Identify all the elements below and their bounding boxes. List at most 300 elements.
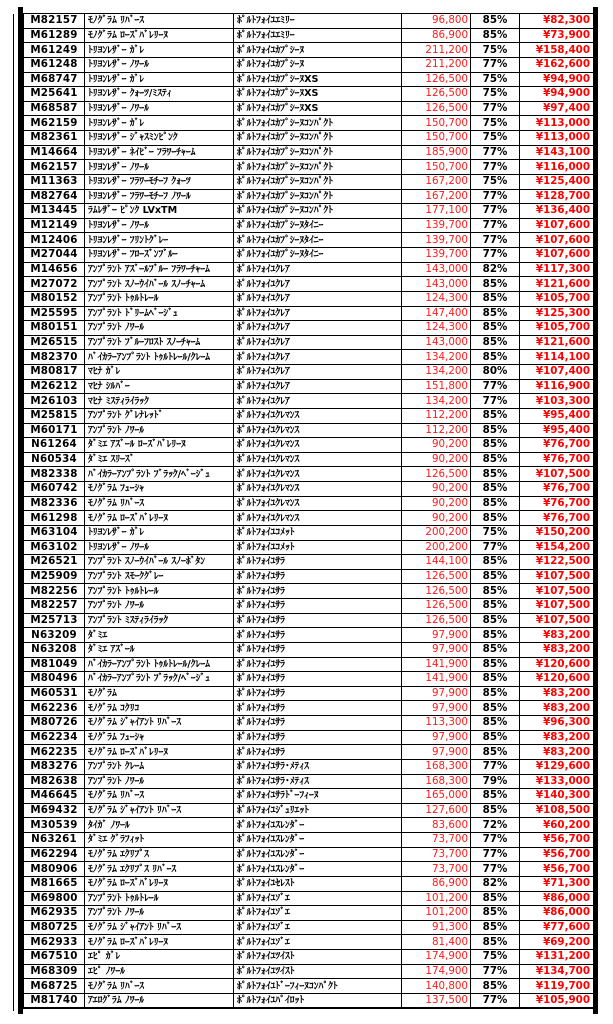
discounted-price-cell[interactable]: ¥116,900 xyxy=(520,379,594,394)
material-color-cell[interactable]: ﾄﾘﾖﾝﾚｻﾞｰ ｶﾞﾚ xyxy=(85,72,234,87)
product-line-cell[interactable]: ﾎﾟﾙﾄﾌｫｲﾕｸﾚｱ xyxy=(234,335,402,350)
product-code-cell[interactable]: N63261 xyxy=(24,833,85,848)
material-color-cell[interactable]: ﾓﾉｸﾞﾗﾑ ﾛｰｽﾞﾊﾞﾚﾘｰﾇ xyxy=(85,28,234,43)
material-color-cell[interactable]: ﾓﾉｸﾞﾗﾑ ｼﾞｬｲｱﾝﾄ ﾘﾊﾞｰｽ xyxy=(85,920,234,935)
discount-rate-cell[interactable]: 85% xyxy=(471,701,520,716)
list-price-cell[interactable]: 97,900 xyxy=(402,701,471,716)
discounted-price-cell[interactable]: ¥125,300 xyxy=(520,306,594,321)
material-color-cell[interactable]: ﾄﾘﾖﾝﾚｻﾞｰ ﾉﾜｰﾙ xyxy=(85,218,234,233)
product-line-cell[interactable]: ﾎﾟﾙﾄﾌｫｲﾕｻﾗ xyxy=(234,745,402,760)
product-line-cell[interactable]: ﾎﾟﾙﾄﾌｫｲﾕｸﾚｱ xyxy=(234,277,402,292)
material-color-cell[interactable]: ｱﾝﾌﾟﾗﾝﾄ ﾉﾜｰﾙ xyxy=(85,423,234,438)
product-line-cell[interactable]: ﾎﾟﾙﾄﾌｫｲﾕｶﾌﾟｼｰﾇｺﾝﾊﾟｸﾄ xyxy=(234,160,402,175)
product-code-cell[interactable]: M26521 xyxy=(24,555,85,570)
product-code-cell[interactable]: M80725 xyxy=(24,920,85,935)
discount-rate-cell[interactable]: 82% xyxy=(471,262,520,277)
product-code-cell[interactable]: M25641 xyxy=(24,87,85,102)
product-code-cell[interactable]: M46645 xyxy=(24,789,85,804)
discount-rate-cell[interactable]: 85% xyxy=(471,277,520,292)
product-line-cell[interactable]: ﾎﾟﾙﾄﾌｫｲﾕｴﾐﾘｰ xyxy=(234,14,402,29)
discounted-price-cell[interactable]: ¥60,200 xyxy=(520,818,594,833)
product-code-cell[interactable]: M62157 xyxy=(24,160,85,175)
list-price-cell[interactable]: 124,300 xyxy=(402,291,471,306)
product-code-cell[interactable]: M60742 xyxy=(24,482,85,497)
discount-rate-cell[interactable]: 85% xyxy=(471,438,520,453)
product-line-cell[interactable]: ﾎﾟﾙﾄﾌｫｲﾕｶﾌﾟｼｰﾇｺﾝﾊﾟｸﾄ xyxy=(234,131,402,146)
discounted-price-cell[interactable]: ¥103,300 xyxy=(520,394,594,409)
discounted-price-cell[interactable]: ¥107,500 xyxy=(520,569,594,584)
product-code-cell[interactable]: M63102 xyxy=(24,540,85,555)
product-line-cell[interactable]: ﾎﾟﾙﾄﾌｫｲﾕｼﾞｭﾘｴｯﾄ xyxy=(234,803,402,818)
discount-rate-cell[interactable]: 85% xyxy=(471,335,520,350)
material-color-cell[interactable]: ﾄﾘﾖﾝﾚｻﾞｰ ﾉﾜｰﾙ xyxy=(85,160,234,175)
list-price-cell[interactable]: 86,900 xyxy=(402,28,471,43)
list-price-cell[interactable]: 211,200 xyxy=(402,57,471,72)
list-price-cell[interactable]: 211,200 xyxy=(402,43,471,58)
product-code-cell[interactable]: M60531 xyxy=(24,686,85,701)
discount-rate-cell[interactable]: 77% xyxy=(471,189,520,204)
product-line-cell[interactable]: ﾎﾟﾙﾄﾌｫｲﾕｶﾌﾟｼｰﾇﾀｲﾆｰ xyxy=(234,248,402,263)
product-line-cell[interactable]: ﾎﾟﾙﾄﾌｫｲﾕｺﾒｯﾄ xyxy=(234,540,402,555)
product-code-cell[interactable]: M82638 xyxy=(24,774,85,789)
product-line-cell[interactable]: ﾎﾟﾙﾄﾌｫｲﾕｶﾌﾟｼｰﾇｺﾝﾊﾟｸﾄ xyxy=(234,204,402,219)
material-color-cell[interactable]: ｱﾝﾌﾟﾗﾝﾄ ﾉﾜｰﾙ xyxy=(85,906,234,921)
product-line-cell[interactable]: ﾎﾟﾙﾄﾌｫｲﾕﾊﾟｲﾛｯﾄ xyxy=(234,993,402,1008)
discount-rate-cell[interactable]: 85% xyxy=(471,408,520,423)
discounted-price-cell[interactable]: ¥131,200 xyxy=(520,950,594,965)
material-color-cell[interactable]: ﾓﾉｸﾞﾗﾑ ﾘﾊﾞｰｽ xyxy=(85,789,234,804)
discount-rate-cell[interactable]: 85% xyxy=(471,555,520,570)
material-color-cell[interactable]: ﾓﾉｸﾞﾗﾑ ﾘﾊﾞｰｽ xyxy=(85,14,234,29)
list-price-cell[interactable]: 150,700 xyxy=(402,116,471,131)
product-code-cell[interactable]: M62933 xyxy=(24,935,85,950)
list-price-cell[interactable]: 139,700 xyxy=(402,218,471,233)
discounted-price-cell[interactable]: ¥83,200 xyxy=(520,628,594,643)
discounted-price-cell[interactable]: ¥76,700 xyxy=(520,452,594,467)
discount-rate-cell[interactable]: 85% xyxy=(471,306,520,321)
material-color-cell[interactable]: ﾊﾞｲｶﾗｰｱﾝﾌﾟﾗﾝﾄ ﾌﾞﾗｯｸ/ﾍﾞｰｼﾞｭ xyxy=(85,467,234,482)
discounted-price-cell[interactable]: ¥95,400 xyxy=(520,423,594,438)
product-code-cell[interactable]: M81665 xyxy=(24,876,85,891)
discount-rate-cell[interactable]: 77% xyxy=(471,394,520,409)
discount-rate-cell[interactable]: 77% xyxy=(471,847,520,862)
material-color-cell[interactable]: ﾄﾘﾖﾝﾚｻﾞｰ ﾌﾗﾜｰﾓﾁｰﾌ ｸｫｰﾂ xyxy=(85,174,234,189)
discount-rate-cell[interactable]: 85% xyxy=(471,28,520,43)
material-color-cell[interactable]: ﾓﾉｸﾞﾗﾑ ﾛｰｽﾞﾊﾞﾚﾘｰﾇ xyxy=(85,511,234,526)
product-line-cell[interactable]: ﾎﾟﾙﾄﾌｫｲﾕｾﾚｽﾄ xyxy=(234,876,402,891)
discounted-price-cell[interactable]: ¥113,000 xyxy=(520,116,594,131)
list-price-cell[interactable]: 90,200 xyxy=(402,438,471,453)
product-line-cell[interactable]: ﾎﾟﾙﾄﾌｫｲﾕｸﾚｱ xyxy=(234,365,402,380)
product-code-cell[interactable]: M62234 xyxy=(24,730,85,745)
discounted-price-cell[interactable]: ¥121,600 xyxy=(520,277,594,292)
list-price-cell[interactable]: 139,700 xyxy=(402,233,471,248)
list-price-cell[interactable]: 126,500 xyxy=(402,569,471,584)
product-line-cell[interactable]: ﾎﾟﾙﾄﾌｫｲﾕﾂｲｽﾄ xyxy=(234,964,402,979)
discount-rate-cell[interactable]: 85% xyxy=(471,906,520,921)
list-price-cell[interactable]: 127,600 xyxy=(402,803,471,818)
product-line-cell[interactable]: ﾎﾟﾙﾄﾌｫｲﾕｻﾗﾄﾞｰﾌｨｰﾇ xyxy=(234,789,402,804)
discounted-price-cell[interactable]: ¥82,300 xyxy=(520,14,594,29)
discounted-price-cell[interactable]: ¥113,000 xyxy=(520,131,594,146)
list-price-cell[interactable]: 150,700 xyxy=(402,131,471,146)
product-line-cell[interactable]: ﾎﾟﾙﾄﾌｫｲﾕｻﾗ･ﾒﾃｨｽ xyxy=(234,774,402,789)
discounted-price-cell[interactable]: ¥73,900 xyxy=(520,28,594,43)
material-color-cell[interactable]: ｱﾝﾌﾟﾗﾝﾄ ｸﾞﾚﾅﾚｯﾄﾞ xyxy=(85,408,234,423)
list-price-cell[interactable]: 90,200 xyxy=(402,496,471,511)
product-code-cell[interactable]: M62935 xyxy=(24,906,85,921)
material-color-cell[interactable]: ﾄﾘﾖﾝﾚｻﾞｰ ｼﾞｬｽﾐﾝﾋﾟﾝｸ xyxy=(85,131,234,146)
product-code-cell[interactable]: M69432 xyxy=(24,803,85,818)
product-code-cell[interactable]: M82370 xyxy=(24,350,85,365)
product-line-cell[interactable]: ﾎﾟﾙﾄﾌｫｲﾕﾄﾞｰﾌｨｰﾇｺﾝﾊﾟｸﾄ xyxy=(234,979,402,994)
material-color-cell[interactable]: ﾏﾋﾅ ｶﾞﾚ xyxy=(85,365,234,380)
discounted-price-cell[interactable]: ¥56,700 xyxy=(520,833,594,848)
product-line-cell[interactable]: ﾎﾟﾙﾄﾌｫｲﾕｸﾚｱ xyxy=(234,306,402,321)
list-price-cell[interactable]: 124,300 xyxy=(402,321,471,336)
discounted-price-cell[interactable]: ¥107,500 xyxy=(520,599,594,614)
list-price-cell[interactable]: 150,700 xyxy=(402,160,471,175)
product-code-cell[interactable]: M62236 xyxy=(24,701,85,716)
material-color-cell[interactable]: ﾓﾉｸﾞﾗﾑ ｴｸﾘﾌﾟｽ xyxy=(85,847,234,862)
product-code-cell[interactable]: N63209 xyxy=(24,628,85,643)
discounted-price-cell[interactable]: ¥119,700 xyxy=(520,979,594,994)
list-price-cell[interactable]: 137,500 xyxy=(402,993,471,1008)
product-code-cell[interactable]: N60534 xyxy=(24,452,85,467)
product-line-cell[interactable]: ﾎﾟﾙﾄﾌｫｲﾕｿﾞｴ xyxy=(234,920,402,935)
product-code-cell[interactable]: M68309 xyxy=(24,964,85,979)
product-line-cell[interactable]: ﾎﾟﾙﾄﾌｫｲﾕｻﾗ xyxy=(234,642,402,657)
product-code-cell[interactable]: M27044 xyxy=(24,248,85,263)
discounted-price-cell[interactable]: ¥76,700 xyxy=(520,482,594,497)
discounted-price-cell[interactable]: ¥120,600 xyxy=(520,672,594,687)
discounted-price-cell[interactable]: ¥125,400 xyxy=(520,174,594,189)
product-code-cell[interactable]: M80906 xyxy=(24,862,85,877)
list-price-cell[interactable]: 185,900 xyxy=(402,145,471,160)
discounted-price-cell[interactable]: ¥129,600 xyxy=(520,759,594,774)
list-price-cell[interactable]: 97,900 xyxy=(402,745,471,760)
material-color-cell[interactable]: ｱﾝﾌﾟﾗﾝﾄ ｽﾉｰｳｲﾊﾞｰﾙ ｽﾉｰﾁｬｰﾑ xyxy=(85,277,234,292)
material-color-cell[interactable]: ﾓﾉｸﾞﾗﾑ ﾛｰｽﾞﾊﾞﾚﾘｰﾇ xyxy=(85,745,234,760)
discount-rate-cell[interactable]: 85% xyxy=(471,716,520,731)
discount-rate-cell[interactable]: 85% xyxy=(471,745,520,760)
list-price-cell[interactable]: 91,300 xyxy=(402,920,471,935)
discount-rate-cell[interactable]: 82% xyxy=(471,876,520,891)
material-color-cell[interactable]: ﾀﾞﾐｴ xyxy=(85,628,234,643)
material-color-cell[interactable]: ｱﾝﾌﾟﾗﾝﾄ ﾄﾞﾘｰﾑﾍﾞｰｼﾞｭ xyxy=(85,306,234,321)
list-price-cell[interactable]: 83,600 xyxy=(402,818,471,833)
product-code-cell[interactable]: N63208 xyxy=(24,642,85,657)
product-code-cell[interactable]: M26103 xyxy=(24,394,85,409)
material-color-cell[interactable]: ﾓﾉｸﾞﾗﾑ ﾘﾊﾞｰｽ xyxy=(85,496,234,511)
product-code-cell[interactable]: M30539 xyxy=(24,818,85,833)
discounted-price-cell[interactable]: ¥162,600 xyxy=(520,57,594,72)
product-code-cell[interactable]: M25815 xyxy=(24,408,85,423)
list-price-cell[interactable]: 200,200 xyxy=(402,525,471,540)
product-line-cell[interactable]: ﾎﾟﾙﾄﾌｫｲﾕｻﾗ xyxy=(234,672,402,687)
material-color-cell[interactable]: ﾓﾉｸﾞﾗﾑ ﾌｭｰｼｬ xyxy=(85,730,234,745)
material-color-cell[interactable]: ｱﾝﾌﾟﾗﾝﾄ ﾉﾜｰﾙ xyxy=(85,599,234,614)
product-line-cell[interactable]: ﾎﾟﾙﾄﾌｫｲﾕｻﾗ xyxy=(234,599,402,614)
product-code-cell[interactable]: M61289 xyxy=(24,28,85,43)
discount-rate-cell[interactable]: 85% xyxy=(471,891,520,906)
product-line-cell[interactable]: ﾎﾟﾙﾄﾌｫｲﾕｶﾌﾟｼｰﾇXS xyxy=(234,101,402,116)
discounted-price-cell[interactable]: ¥117,300 xyxy=(520,262,594,277)
material-color-cell[interactable]: ﾓﾉｸﾞﾗﾑ ｼﾞｬｲｱﾝﾄ ﾘﾊﾞｰｽ xyxy=(85,803,234,818)
discounted-price-cell[interactable]: ¥143,100 xyxy=(520,145,594,160)
discount-rate-cell[interactable]: 85% xyxy=(471,482,520,497)
product-code-cell[interactable]: M61248 xyxy=(24,57,85,72)
product-code-cell[interactable]: M68725 xyxy=(24,979,85,994)
discounted-price-cell[interactable]: ¥105,900 xyxy=(520,993,594,1008)
discounted-price-cell[interactable]: ¥150,200 xyxy=(520,525,594,540)
discount-rate-cell[interactable]: 85% xyxy=(471,584,520,599)
product-code-cell[interactable]: M62235 xyxy=(24,745,85,760)
list-price-cell[interactable]: 96,800 xyxy=(402,14,471,29)
list-price-cell[interactable]: 90,200 xyxy=(402,511,471,526)
list-price-cell[interactable]: 73,700 xyxy=(402,833,471,848)
product-code-cell[interactable]: M69800 xyxy=(24,891,85,906)
product-code-cell[interactable]: M81740 xyxy=(24,993,85,1008)
discounted-price-cell[interactable]: ¥86,000 xyxy=(520,906,594,921)
discounted-price-cell[interactable]: ¥107,600 xyxy=(520,218,594,233)
product-code-cell[interactable]: M80151 xyxy=(24,321,85,336)
discount-rate-cell[interactable]: 85% xyxy=(471,789,520,804)
product-line-cell[interactable]: ﾎﾟﾙﾄﾌｫｲﾕｶﾌﾟｼｰﾇｺﾝﾊﾟｸﾄ xyxy=(234,116,402,131)
discount-rate-cell[interactable]: 75% xyxy=(471,87,520,102)
discount-rate-cell[interactable]: 85% xyxy=(471,291,520,306)
product-code-cell[interactable]: M80817 xyxy=(24,365,85,380)
material-color-cell[interactable]: ｱﾝﾌﾟﾗﾝﾄ ﾄｩﾙﾄﾚｰﾙ xyxy=(85,291,234,306)
discounted-price-cell[interactable]: ¥83,200 xyxy=(520,730,594,745)
discounted-price-cell[interactable]: ¥133,000 xyxy=(520,774,594,789)
discounted-price-cell[interactable]: ¥83,200 xyxy=(520,701,594,716)
material-color-cell[interactable]: ｱﾝﾌﾟﾗﾝﾄ ﾉﾜｰﾙ xyxy=(85,321,234,336)
product-line-cell[interactable]: ﾎﾟﾙﾄﾌｫｲﾕｶﾌﾟｼｰﾇｺﾝﾊﾟｸﾄ xyxy=(234,189,402,204)
material-color-cell[interactable]: ﾄﾘﾖﾝﾚｻﾞｰ ﾌﾘﾝﾄｸﾞﾚｰ xyxy=(85,233,234,248)
list-price-cell[interactable]: 97,900 xyxy=(402,730,471,745)
material-color-cell[interactable]: ｱﾝﾌﾟﾗﾝﾄ ｸﾚｰﾑ xyxy=(85,759,234,774)
discounted-price-cell[interactable]: ¥140,300 xyxy=(520,789,594,804)
list-price-cell[interactable]: 81,400 xyxy=(402,935,471,950)
discount-rate-cell[interactable]: 75% xyxy=(471,131,520,146)
discount-rate-cell[interactable]: 85% xyxy=(471,628,520,643)
list-price-cell[interactable]: 143,000 xyxy=(402,262,471,277)
list-price-cell[interactable]: 168,300 xyxy=(402,759,471,774)
list-price-cell[interactable]: 126,500 xyxy=(402,467,471,482)
discount-rate-cell[interactable]: 85% xyxy=(471,452,520,467)
discounted-price-cell[interactable]: ¥128,700 xyxy=(520,189,594,204)
discount-rate-cell[interactable]: 77% xyxy=(471,101,520,116)
material-color-cell[interactable]: ﾓﾉｸﾞﾗﾑ xyxy=(85,686,234,701)
discounted-price-cell[interactable]: ¥107,600 xyxy=(520,248,594,263)
material-color-cell[interactable]: ﾄﾘﾖﾝﾚｻﾞｰ ｶﾞﾚ xyxy=(85,525,234,540)
discounted-price-cell[interactable]: ¥121,600 xyxy=(520,335,594,350)
list-price-cell[interactable]: 112,200 xyxy=(402,408,471,423)
material-color-cell[interactable]: ｱﾝﾌﾟﾗﾝﾄ ｽﾓｰｸｸﾞﾚｰ xyxy=(85,569,234,584)
discount-rate-cell[interactable]: 75% xyxy=(471,174,520,189)
discount-rate-cell[interactable]: 85% xyxy=(471,979,520,994)
discounted-price-cell[interactable]: ¥116,000 xyxy=(520,160,594,175)
discount-rate-cell[interactable]: 85% xyxy=(471,599,520,614)
list-price-cell[interactable]: 141,900 xyxy=(402,657,471,672)
discounted-price-cell[interactable]: ¥77,600 xyxy=(520,920,594,935)
discounted-price-cell[interactable]: ¥105,700 xyxy=(520,321,594,336)
list-price-cell[interactable]: 141,900 xyxy=(402,672,471,687)
material-color-cell[interactable]: ｱﾝﾌﾟﾗﾝﾄ ﾉﾜｰﾙ xyxy=(85,774,234,789)
product-line-cell[interactable]: ﾎﾟﾙﾄﾌｫｲﾕｴﾐﾘｰ xyxy=(234,28,402,43)
product-code-cell[interactable]: M25909 xyxy=(24,569,85,584)
discounted-price-cell[interactable]: ¥97,400 xyxy=(520,101,594,116)
product-code-cell[interactable]: M82338 xyxy=(24,467,85,482)
product-line-cell[interactable]: ﾎﾟﾙﾄﾌｫｲﾕｻﾗ xyxy=(234,657,402,672)
material-color-cell[interactable]: ﾓﾉｸﾞﾗﾑ ｴｸﾘﾌﾟｽ ﾘﾊﾞｰｽ xyxy=(85,862,234,877)
discounted-price-cell[interactable]: ¥107,600 xyxy=(520,233,594,248)
list-price-cell[interactable]: 174,900 xyxy=(402,950,471,965)
product-code-cell[interactable]: M13445 xyxy=(24,204,85,219)
material-color-cell[interactable]: ﾄﾘﾖﾝﾚｻﾞｰ ｶﾞﾚ xyxy=(85,116,234,131)
list-price-cell[interactable]: 101,200 xyxy=(402,891,471,906)
list-price-cell[interactable]: 73,700 xyxy=(402,847,471,862)
product-code-cell[interactable]: M61249 xyxy=(24,43,85,58)
discount-rate-cell[interactable]: 85% xyxy=(471,569,520,584)
discount-rate-cell[interactable]: 85% xyxy=(471,467,520,482)
product-code-cell[interactable]: M12149 xyxy=(24,218,85,233)
discount-rate-cell[interactable]: 75% xyxy=(471,43,520,58)
product-code-cell[interactable]: M82361 xyxy=(24,131,85,146)
discount-rate-cell[interactable]: 75% xyxy=(471,950,520,965)
material-color-cell[interactable]: ﾓﾉｸﾞﾗﾑ ﾛｰｽﾞﾊﾞﾚﾘｰﾇ xyxy=(85,935,234,950)
product-line-cell[interactable]: ﾎﾟﾙﾄﾌｫｲﾕｸﾚﾏﾝｽ xyxy=(234,482,402,497)
discount-rate-cell[interactable]: 75% xyxy=(471,72,520,87)
discounted-price-cell[interactable]: ¥71,300 xyxy=(520,876,594,891)
product-line-cell[interactable]: ﾎﾟﾙﾄﾌｫｲﾕｺﾒｯﾄ xyxy=(234,525,402,540)
material-color-cell[interactable]: ﾀﾞﾐｴ ｸﾞﾗﾌｨｯﾄ xyxy=(85,833,234,848)
product-code-cell[interactable]: M82764 xyxy=(24,189,85,204)
product-code-cell[interactable]: M81049 xyxy=(24,657,85,672)
product-line-cell[interactable]: ﾎﾟﾙﾄﾌｫｲﾕｻﾗ xyxy=(234,569,402,584)
list-price-cell[interactable]: 174,900 xyxy=(402,964,471,979)
product-code-cell[interactable]: M82336 xyxy=(24,496,85,511)
list-price-cell[interactable]: 168,300 xyxy=(402,774,471,789)
discounted-price-cell[interactable]: ¥86,000 xyxy=(520,891,594,906)
discount-rate-cell[interactable]: 77% xyxy=(471,145,520,160)
discounted-price-cell[interactable]: ¥76,700 xyxy=(520,496,594,511)
discount-rate-cell[interactable]: 85% xyxy=(471,730,520,745)
discount-rate-cell[interactable]: 85% xyxy=(471,686,520,701)
product-line-cell[interactable]: ﾎﾟﾙﾄﾌｫｲﾕｶﾌﾟｼｰﾇ xyxy=(234,43,402,58)
product-code-cell[interactable]: M83276 xyxy=(24,759,85,774)
discounted-price-cell[interactable]: ¥107,500 xyxy=(520,584,594,599)
discount-rate-cell[interactable]: 77% xyxy=(471,964,520,979)
material-color-cell[interactable]: ﾄﾘﾖﾝﾚｻﾞｰ ﾌﾛｰｽﾞﾝﾌﾞﾙｰ xyxy=(85,248,234,263)
product-line-cell[interactable]: ﾎﾟﾙﾄﾌｫｲﾕｻﾗ xyxy=(234,730,402,745)
discounted-price-cell[interactable]: ¥105,700 xyxy=(520,291,594,306)
product-line-cell[interactable]: ﾎﾟﾙﾄﾌｫｲﾕｸﾚｱ xyxy=(234,321,402,336)
material-color-cell[interactable]: ﾄﾘﾖﾝﾚｻﾞｰ ｸｫｰﾂ/ﾐｽﾃｨ xyxy=(85,87,234,102)
product-line-cell[interactable]: ﾎﾟﾙﾄﾌｫｲﾕｽﾚﾝﾀﾞｰ xyxy=(234,847,402,862)
discount-rate-cell[interactable]: 72% xyxy=(471,818,520,833)
product-line-cell[interactable]: ﾎﾟﾙﾄﾌｫｲﾕｶﾌﾟｼｰﾇ xyxy=(234,57,402,72)
discounted-price-cell[interactable]: ¥76,700 xyxy=(520,511,594,526)
material-color-cell[interactable]: ｱﾝﾌﾟﾗﾝﾄ ﾐｽﾃｨﾗｲﾗｯｸ xyxy=(85,613,234,628)
discounted-price-cell[interactable]: ¥83,200 xyxy=(520,642,594,657)
product-line-cell[interactable]: ﾎﾟﾙﾄﾌｫｲﾕｻﾗ xyxy=(234,584,402,599)
product-code-cell[interactable]: M82257 xyxy=(24,599,85,614)
product-code-cell[interactable]: M14656 xyxy=(24,262,85,277)
product-code-cell[interactable]: M68747 xyxy=(24,72,85,87)
discounted-price-cell[interactable]: ¥56,700 xyxy=(520,862,594,877)
discount-rate-cell[interactable]: 77% xyxy=(471,862,520,877)
product-line-cell[interactable]: ﾎﾟﾙﾄﾌｫｲﾕｸﾚｱ xyxy=(234,379,402,394)
material-color-cell[interactable]: ﾏﾋﾅ ｼﾙﾊﾞｰ xyxy=(85,379,234,394)
discount-rate-cell[interactable]: 85% xyxy=(471,423,520,438)
discount-rate-cell[interactable]: 77% xyxy=(471,233,520,248)
discounted-price-cell[interactable]: ¥122,500 xyxy=(520,555,594,570)
list-price-cell[interactable]: 140,800 xyxy=(402,979,471,994)
material-color-cell[interactable]: ﾄﾘﾖﾝﾚｻﾞｰ ﾉﾜｰﾙ xyxy=(85,57,234,72)
product-code-cell[interactable]: M26515 xyxy=(24,335,85,350)
product-code-cell[interactable]: M25713 xyxy=(24,613,85,628)
discount-rate-cell[interactable]: 85% xyxy=(471,803,520,818)
discount-rate-cell[interactable]: 85% xyxy=(471,642,520,657)
material-color-cell[interactable]: ﾓﾉｸﾞﾗﾑ ｺｸﾘｺ xyxy=(85,701,234,716)
product-code-cell[interactable]: M67510 xyxy=(24,950,85,965)
product-code-cell[interactable]: M25595 xyxy=(24,306,85,321)
product-line-cell[interactable]: ﾎﾟﾙﾄﾌｫｲﾕｽﾚﾝﾀﾞｰ xyxy=(234,862,402,877)
material-color-cell[interactable]: ﾄﾘﾖﾝﾚｻﾞｰ ｶﾞﾚ xyxy=(85,43,234,58)
product-code-cell[interactable]: M62294 xyxy=(24,847,85,862)
list-price-cell[interactable]: 97,900 xyxy=(402,686,471,701)
material-color-cell[interactable]: ﾗﾑﾚｻﾞｰ ﾋﾟﾝｸ LVxTM xyxy=(85,204,234,219)
product-line-cell[interactable]: ﾎﾟﾙﾄﾌｫｲﾕｸﾚﾏﾝｽ xyxy=(234,423,402,438)
product-line-cell[interactable]: ﾎﾟﾙﾄﾌｫｲﾕｶﾌﾟｼｰﾇｺﾝﾊﾟｸﾄ xyxy=(234,174,402,189)
material-color-cell[interactable]: ﾄﾘﾖﾝﾚｻﾞｰ ﾈｲﾋﾞｰ ﾌﾗﾜｰﾁｬｰﾑ xyxy=(85,145,234,160)
list-price-cell[interactable]: 151,800 xyxy=(402,379,471,394)
discount-rate-cell[interactable]: 85% xyxy=(471,657,520,672)
list-price-cell[interactable]: 97,900 xyxy=(402,642,471,657)
list-price-cell[interactable]: 90,200 xyxy=(402,482,471,497)
list-price-cell[interactable]: 126,500 xyxy=(402,72,471,87)
product-line-cell[interactable]: ﾎﾟﾙﾄﾌｫｲﾕｿﾞｴ xyxy=(234,935,402,950)
product-line-cell[interactable]: ﾎﾟﾙﾄﾌｫｲﾕｻﾗ xyxy=(234,716,402,731)
product-line-cell[interactable]: ﾎﾟﾙﾄﾌｫｲﾕｸﾚﾏﾝｽ xyxy=(234,408,402,423)
product-code-cell[interactable]: M14664 xyxy=(24,145,85,160)
list-price-cell[interactable]: 134,200 xyxy=(402,365,471,380)
product-line-cell[interactable]: ﾎﾟﾙﾄﾌｫｲﾕｻﾗ xyxy=(234,613,402,628)
list-price-cell[interactable]: 167,200 xyxy=(402,189,471,204)
material-color-cell[interactable]: ﾄﾘﾖﾝﾚｻﾞｰ ﾌﾗﾜｰﾓﾁｰﾌ ﾉﾜｰﾙ xyxy=(85,189,234,204)
discounted-price-cell[interactable]: ¥83,200 xyxy=(520,745,594,760)
product-line-cell[interactable]: ﾎﾟﾙﾄﾌｫｲﾕｸﾚﾏﾝｽ xyxy=(234,467,402,482)
discount-rate-cell[interactable]: 79% xyxy=(471,774,520,789)
product-line-cell[interactable]: ﾎﾟﾙﾄﾌｫｲﾕﾂｲｽﾄ xyxy=(234,950,402,965)
discounted-price-cell[interactable]: ¥56,700 xyxy=(520,847,594,862)
product-line-cell[interactable]: ﾎﾟﾙﾄﾌｫｲﾕｻﾗ･ﾒﾃｨｽ xyxy=(234,759,402,774)
product-code-cell[interactable]: M82157 xyxy=(24,14,85,29)
material-color-cell[interactable]: ｱﾝﾌﾟﾗﾝﾄ ﾌﾞﾙｰﾌﾛｽﾄ ｽﾉｰﾁｬｰﾑ xyxy=(85,335,234,350)
product-line-cell[interactable]: ﾎﾟﾙﾄﾌｫｲﾕｶﾌﾟｼｰﾇｺﾝﾊﾟｸﾄ xyxy=(234,145,402,160)
material-color-cell[interactable]: ﾊﾞｲｶﾗｰｱﾝﾌﾟﾗﾝﾄ ﾄｩﾙﾄﾚｰﾙ/ｸﾚｰﾑ xyxy=(85,657,234,672)
discounted-price-cell[interactable]: ¥154,200 xyxy=(520,540,594,555)
list-price-cell[interactable]: 144,100 xyxy=(402,555,471,570)
product-line-cell[interactable]: ﾎﾟﾙﾄﾌｫｲﾕｽﾚﾝﾀﾞｰ xyxy=(234,818,402,833)
discount-rate-cell[interactable]: 85% xyxy=(471,321,520,336)
material-color-cell[interactable]: ﾓﾉｸﾞﾗﾑ ﾛｰｽﾞﾊﾞﾚﾘｰﾇ xyxy=(85,876,234,891)
discounted-price-cell[interactable]: ¥108,500 xyxy=(520,803,594,818)
product-code-cell[interactable]: N61264 xyxy=(24,438,85,453)
discount-rate-cell[interactable]: 75% xyxy=(471,116,520,131)
